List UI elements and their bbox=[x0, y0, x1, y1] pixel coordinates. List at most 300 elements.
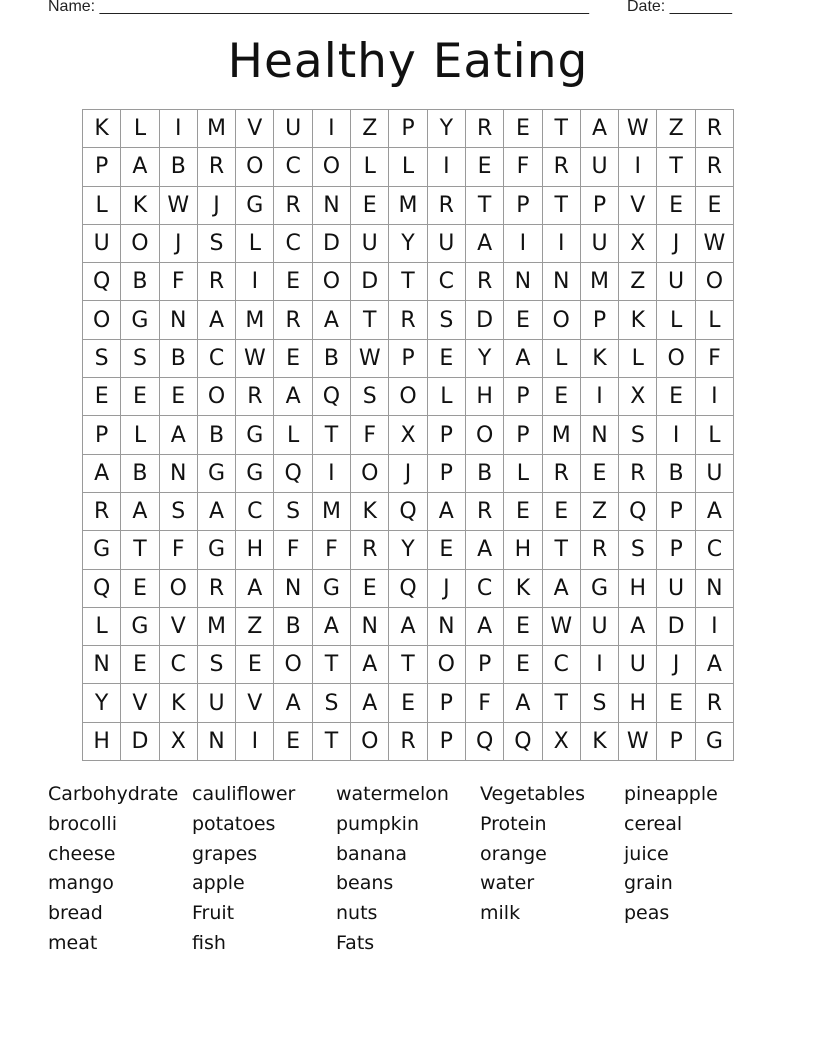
grid-cell: Q bbox=[83, 570, 121, 608]
grid-cell: O bbox=[657, 340, 695, 378]
grid-cell: P bbox=[581, 187, 619, 225]
grid-cell: I bbox=[581, 378, 619, 416]
grid-cell: B bbox=[274, 608, 312, 646]
grid-cell: Y bbox=[389, 531, 427, 569]
grid-cell: A bbox=[198, 493, 236, 531]
grid-cell: N bbox=[428, 608, 466, 646]
grid-cell: I bbox=[428, 148, 466, 186]
name-field-label: Name: _______________________________________________________ bbox=[48, 0, 589, 15]
grid-cell: U bbox=[696, 455, 734, 493]
grid-cell: R bbox=[619, 455, 657, 493]
grid-cell: C bbox=[696, 531, 734, 569]
word-bank-item: nuts bbox=[336, 902, 378, 925]
grid-cell: U bbox=[428, 225, 466, 263]
grid-cell: Q bbox=[83, 263, 121, 301]
grid-cell: M bbox=[198, 110, 236, 148]
word-bank-item: orange bbox=[480, 842, 547, 865]
grid-cell: N bbox=[543, 263, 581, 301]
word-bank-item: banana bbox=[336, 842, 408, 865]
grid-cell: M bbox=[389, 187, 427, 225]
grid-cell: I bbox=[581, 646, 619, 684]
grid-cell: L bbox=[389, 148, 427, 186]
word-search-grid bbox=[82, 109, 734, 761]
grid-cell: S bbox=[83, 340, 121, 378]
word-bank-item: juice bbox=[624, 842, 669, 865]
grid-cell: V bbox=[160, 608, 198, 646]
grid-cell: R bbox=[428, 187, 466, 225]
grid-cell: O bbox=[313, 263, 351, 301]
grid-cell: O bbox=[351, 455, 389, 493]
grid-cell: J bbox=[657, 225, 695, 263]
grid-cell: A bbox=[428, 493, 466, 531]
grid-cell: H bbox=[466, 378, 504, 416]
grid-cell: O bbox=[389, 378, 427, 416]
grid-cell: Z bbox=[351, 110, 389, 148]
grid-cell: N bbox=[696, 570, 734, 608]
grid-cell: P bbox=[504, 378, 542, 416]
grid-cell: E bbox=[657, 684, 695, 722]
grid-cell: H bbox=[504, 531, 542, 569]
grid-cell: A bbox=[466, 608, 504, 646]
grid-cell: O bbox=[351, 723, 389, 761]
grid-cell: P bbox=[389, 110, 427, 148]
grid-cell: R bbox=[198, 570, 236, 608]
grid-cell: W bbox=[696, 225, 734, 263]
grid-cell: R bbox=[389, 301, 427, 339]
grid-cell: E bbox=[389, 684, 427, 722]
word-bank-item: watermelon bbox=[336, 783, 449, 805]
grid-cell: G bbox=[121, 301, 159, 339]
grid-cell: G bbox=[83, 531, 121, 569]
grid-cell: Q bbox=[504, 723, 542, 761]
grid-cell: T bbox=[313, 416, 351, 454]
grid-cell: U bbox=[274, 110, 312, 148]
grid-cell: R bbox=[581, 531, 619, 569]
grid-cell: U bbox=[83, 225, 121, 263]
grid-cell: Q bbox=[389, 570, 427, 608]
grid-cell: V bbox=[236, 110, 274, 148]
word-bank-item: grapes bbox=[192, 842, 258, 865]
grid-cell: N bbox=[160, 455, 198, 493]
grid-cell: T bbox=[121, 531, 159, 569]
grid-cell: Y bbox=[428, 110, 466, 148]
grid-cell: E bbox=[657, 187, 695, 225]
grid-cell: L bbox=[696, 416, 734, 454]
grid-cell: G bbox=[198, 455, 236, 493]
grid-cell: A bbox=[198, 301, 236, 339]
grid-cell: T bbox=[389, 646, 427, 684]
grid-cell: D bbox=[657, 608, 695, 646]
grid-cell: E bbox=[657, 378, 695, 416]
grid-cell: S bbox=[198, 646, 236, 684]
grid-cell: N bbox=[274, 570, 312, 608]
grid-cell: T bbox=[543, 684, 581, 722]
grid-cell: G bbox=[313, 570, 351, 608]
grid-cell: A bbox=[351, 684, 389, 722]
grid-cell: U bbox=[581, 148, 619, 186]
word-bank-item: Fruit bbox=[192, 902, 235, 925]
grid-cell: I bbox=[313, 455, 351, 493]
word-bank-item: meat bbox=[48, 931, 98, 954]
word-bank-item: bread bbox=[48, 902, 103, 925]
word-bank-item: Vegetables bbox=[480, 783, 585, 805]
grid-cell: A bbox=[274, 378, 312, 416]
grid-cell: J bbox=[428, 570, 466, 608]
grid-cell: O bbox=[121, 225, 159, 263]
grid-cell: R bbox=[543, 455, 581, 493]
word-bank-item: Fats bbox=[336, 931, 375, 954]
grid-cell: F bbox=[313, 531, 351, 569]
grid-cell: I bbox=[236, 723, 274, 761]
grid-cell: M bbox=[581, 263, 619, 301]
grid-cell: D bbox=[351, 263, 389, 301]
word-bank-item: brocolli bbox=[48, 812, 117, 835]
grid-cell: D bbox=[121, 723, 159, 761]
grid-cell: R bbox=[83, 493, 121, 531]
grid-cell: R bbox=[543, 148, 581, 186]
grid-cell: R bbox=[466, 263, 504, 301]
grid-cell: E bbox=[581, 455, 619, 493]
grid-cell: D bbox=[313, 225, 351, 263]
grid-cell: T bbox=[543, 531, 581, 569]
grid-cell: C bbox=[236, 493, 274, 531]
grid-cell: E bbox=[504, 110, 542, 148]
grid-cell: P bbox=[428, 723, 466, 761]
grid-cell: P bbox=[504, 416, 542, 454]
grid-cell: Z bbox=[619, 263, 657, 301]
grid-cell: E bbox=[428, 531, 466, 569]
grid-cell: K bbox=[581, 723, 619, 761]
word-bank-item: milk bbox=[480, 902, 521, 925]
grid-cell: W bbox=[160, 187, 198, 225]
grid-cell: W bbox=[351, 340, 389, 378]
grid-cell: R bbox=[274, 301, 312, 339]
grid-cell: G bbox=[236, 416, 274, 454]
grid-cell: B bbox=[657, 455, 695, 493]
grid-cell: C bbox=[274, 148, 312, 186]
word-bank-item: grain bbox=[624, 872, 673, 895]
date-field-label: Date: _______ bbox=[627, 0, 732, 15]
grid-cell: W bbox=[236, 340, 274, 378]
grid-cell: S bbox=[428, 301, 466, 339]
grid-cell: A bbox=[696, 646, 734, 684]
grid-cell: M bbox=[313, 493, 351, 531]
grid-cell: E bbox=[543, 378, 581, 416]
grid-cell: E bbox=[274, 340, 312, 378]
grid-cell: E bbox=[543, 493, 581, 531]
grid-cell: E bbox=[696, 187, 734, 225]
word-bank-item: peas bbox=[624, 902, 670, 925]
grid-cell: P bbox=[581, 301, 619, 339]
grid-cell: A bbox=[581, 110, 619, 148]
grid-cell: G bbox=[581, 570, 619, 608]
grid-cell: V bbox=[619, 187, 657, 225]
grid-cell: Q bbox=[619, 493, 657, 531]
grid-cell: C bbox=[543, 646, 581, 684]
grid-cell: K bbox=[619, 301, 657, 339]
grid-cell: U bbox=[351, 225, 389, 263]
grid-cell: G bbox=[198, 531, 236, 569]
grid-cell: F bbox=[160, 263, 198, 301]
word-bank-item: cheese bbox=[48, 842, 116, 865]
grid-cell: Y bbox=[466, 340, 504, 378]
grid-cell: A bbox=[121, 148, 159, 186]
grid-cell: Q bbox=[274, 455, 312, 493]
grid-cell: F bbox=[696, 340, 734, 378]
grid-cell: S bbox=[274, 493, 312, 531]
grid-cell: I bbox=[543, 225, 581, 263]
grid-cell: K bbox=[581, 340, 619, 378]
grid-cell: L bbox=[83, 187, 121, 225]
grid-cell: R bbox=[198, 148, 236, 186]
grid-cell: E bbox=[504, 493, 542, 531]
grid-cell: Z bbox=[581, 493, 619, 531]
grid-cell: X bbox=[160, 723, 198, 761]
grid-cell: R bbox=[466, 110, 504, 148]
grid-cell: T bbox=[313, 723, 351, 761]
grid-cell: R bbox=[466, 493, 504, 531]
grid-cell: T bbox=[657, 148, 695, 186]
grid-cell: K bbox=[83, 110, 121, 148]
grid-cell: J bbox=[389, 455, 427, 493]
grid-cell: Z bbox=[236, 608, 274, 646]
grid-cell: O bbox=[83, 301, 121, 339]
grid-cell: A bbox=[83, 455, 121, 493]
grid-cell: L bbox=[428, 378, 466, 416]
grid-cell: H bbox=[619, 684, 657, 722]
grid-cell: B bbox=[198, 416, 236, 454]
grid-cell: R bbox=[389, 723, 427, 761]
grid-cell: R bbox=[696, 110, 734, 148]
grid-cell: P bbox=[466, 646, 504, 684]
grid-cell: P bbox=[657, 531, 695, 569]
word-bank-item bbox=[480, 929, 624, 959]
grid-cell: I bbox=[313, 110, 351, 148]
grid-cell: L bbox=[543, 340, 581, 378]
grid-cell: E bbox=[160, 378, 198, 416]
grid-cell: J bbox=[657, 646, 695, 684]
grid-cell: A bbox=[121, 493, 159, 531]
grid-cell: W bbox=[543, 608, 581, 646]
word-bank-item: pineapple bbox=[624, 783, 718, 805]
grid-cell: E bbox=[274, 723, 312, 761]
grid-cell: C bbox=[160, 646, 198, 684]
grid-cell: Q bbox=[313, 378, 351, 416]
grid-cell: W bbox=[619, 723, 657, 761]
grid-cell: S bbox=[160, 493, 198, 531]
grid-cell: C bbox=[466, 570, 504, 608]
grid-cell: L bbox=[619, 340, 657, 378]
grid-cell: A bbox=[160, 416, 198, 454]
grid-cell: M bbox=[198, 608, 236, 646]
grid-cell: P bbox=[428, 455, 466, 493]
word-bank bbox=[48, 780, 768, 959]
grid-cell: I bbox=[504, 225, 542, 263]
grid-cell: T bbox=[351, 301, 389, 339]
grid-cell: U bbox=[619, 646, 657, 684]
grid-cell: L bbox=[236, 225, 274, 263]
grid-cell: O bbox=[198, 378, 236, 416]
grid-cell: L bbox=[83, 608, 121, 646]
grid-cell: S bbox=[313, 684, 351, 722]
grid-cell: F bbox=[351, 416, 389, 454]
grid-cell: N bbox=[504, 263, 542, 301]
grid-cell: A bbox=[696, 493, 734, 531]
grid-cell: R bbox=[274, 187, 312, 225]
word-bank-item: fish bbox=[192, 931, 226, 954]
grid-cell: C bbox=[198, 340, 236, 378]
grid-cell: U bbox=[581, 225, 619, 263]
grid-cell: Y bbox=[83, 684, 121, 722]
grid-cell: Q bbox=[466, 723, 504, 761]
word-bank-item: water bbox=[480, 872, 535, 895]
grid-cell: R bbox=[198, 263, 236, 301]
word-bank-item: cauliflower bbox=[192, 783, 296, 805]
grid-cell: R bbox=[351, 531, 389, 569]
grid-cell: A bbox=[504, 684, 542, 722]
grid-cell: L bbox=[696, 301, 734, 339]
grid-cell: R bbox=[236, 378, 274, 416]
grid-cell: I bbox=[236, 263, 274, 301]
grid-cell: A bbox=[543, 570, 581, 608]
grid-cell: F bbox=[160, 531, 198, 569]
grid-cell: R bbox=[696, 684, 734, 722]
grid-cell: R bbox=[696, 148, 734, 186]
grid-cell: A bbox=[619, 608, 657, 646]
grid-cell: X bbox=[619, 225, 657, 263]
grid-cell: X bbox=[543, 723, 581, 761]
grid-cell: G bbox=[236, 455, 274, 493]
grid-cell: T bbox=[313, 646, 351, 684]
grid-cell: M bbox=[543, 416, 581, 454]
grid-cell: Q bbox=[389, 493, 427, 531]
grid-cell: C bbox=[274, 225, 312, 263]
grid-cell: A bbox=[236, 570, 274, 608]
grid-cell: F bbox=[504, 148, 542, 186]
grid-cell: E bbox=[504, 608, 542, 646]
page-title: Healthy Eating bbox=[227, 34, 589, 89]
grid-cell: A bbox=[313, 608, 351, 646]
grid-cell: K bbox=[504, 570, 542, 608]
grid-cell: P bbox=[389, 340, 427, 378]
word-bank-item: Protein bbox=[480, 812, 547, 835]
grid-cell: E bbox=[466, 148, 504, 186]
grid-cell: P bbox=[657, 723, 695, 761]
grid-cell: T bbox=[389, 263, 427, 301]
grid-cell: I bbox=[657, 416, 695, 454]
grid-cell: D bbox=[466, 301, 504, 339]
grid-cell: O bbox=[466, 416, 504, 454]
grid-cell: N bbox=[581, 416, 619, 454]
grid-cell: H bbox=[619, 570, 657, 608]
grid-cell: A bbox=[466, 225, 504, 263]
word-bank-item: apple bbox=[192, 872, 245, 895]
grid-cell: N bbox=[198, 723, 236, 761]
grid-cell: Z bbox=[657, 110, 695, 148]
grid-cell: T bbox=[543, 110, 581, 148]
grid-cell: O bbox=[696, 263, 734, 301]
grid-cell: O bbox=[160, 570, 198, 608]
grid-cell: X bbox=[389, 416, 427, 454]
grid-cell: H bbox=[236, 531, 274, 569]
grid-cell: A bbox=[274, 684, 312, 722]
grid-cell: N bbox=[160, 301, 198, 339]
grid-cell: I bbox=[696, 378, 734, 416]
grid-cell: A bbox=[504, 340, 542, 378]
grid-cell: P bbox=[83, 416, 121, 454]
grid-cell: E bbox=[83, 378, 121, 416]
grid-cell: O bbox=[543, 301, 581, 339]
grid-cell: A bbox=[351, 646, 389, 684]
grid-cell: O bbox=[274, 646, 312, 684]
grid-cell: C bbox=[428, 263, 466, 301]
grid-cell: E bbox=[121, 378, 159, 416]
grid-cell: P bbox=[504, 187, 542, 225]
grid-cell: Y bbox=[389, 225, 427, 263]
grid-cell: K bbox=[121, 187, 159, 225]
grid-cell: L bbox=[351, 148, 389, 186]
grid-cell: P bbox=[657, 493, 695, 531]
grid-cell: H bbox=[83, 723, 121, 761]
grid-cell: N bbox=[351, 608, 389, 646]
grid-cell: T bbox=[466, 187, 504, 225]
grid-cell: B bbox=[466, 455, 504, 493]
grid-cell: F bbox=[274, 531, 312, 569]
grid-cell: G bbox=[696, 723, 734, 761]
grid-cell: E bbox=[121, 570, 159, 608]
word-bank-item: Carbohydrate bbox=[48, 783, 179, 805]
grid-cell: P bbox=[428, 416, 466, 454]
grid-cell: O bbox=[313, 148, 351, 186]
grid-cell: L bbox=[504, 455, 542, 493]
grid-cell: O bbox=[236, 148, 274, 186]
grid-cell: G bbox=[236, 187, 274, 225]
word-bank-item: beans bbox=[336, 872, 394, 895]
word-bank-item: potatoes bbox=[192, 812, 276, 835]
grid-cell: S bbox=[351, 378, 389, 416]
grid-cell: L bbox=[657, 301, 695, 339]
grid-cell: L bbox=[274, 416, 312, 454]
grid-cell: J bbox=[198, 187, 236, 225]
grid-cell: E bbox=[351, 570, 389, 608]
grid-cell: W bbox=[619, 110, 657, 148]
grid-cell: E bbox=[274, 263, 312, 301]
grid-cell: U bbox=[657, 263, 695, 301]
grid-cell: E bbox=[504, 646, 542, 684]
grid-cell: M bbox=[236, 301, 274, 339]
grid-cell: N bbox=[83, 646, 121, 684]
grid-cell: P bbox=[83, 148, 121, 186]
grid-cell: O bbox=[428, 646, 466, 684]
grid-cell: U bbox=[198, 684, 236, 722]
grid-cell: K bbox=[351, 493, 389, 531]
grid-cell: S bbox=[619, 531, 657, 569]
grid-cell: F bbox=[466, 684, 504, 722]
grid-cell: I bbox=[619, 148, 657, 186]
grid-cell: T bbox=[543, 187, 581, 225]
grid-cell: B bbox=[160, 148, 198, 186]
grid-cell: B bbox=[160, 340, 198, 378]
grid-cell: A bbox=[466, 531, 504, 569]
grid-cell: L bbox=[121, 416, 159, 454]
grid-cell: U bbox=[581, 608, 619, 646]
grid-cell: B bbox=[313, 340, 351, 378]
grid-cell: I bbox=[160, 110, 198, 148]
grid-cell: L bbox=[121, 110, 159, 148]
grid-cell: S bbox=[198, 225, 236, 263]
grid-cell: B bbox=[121, 263, 159, 301]
grid-cell: I bbox=[696, 608, 734, 646]
